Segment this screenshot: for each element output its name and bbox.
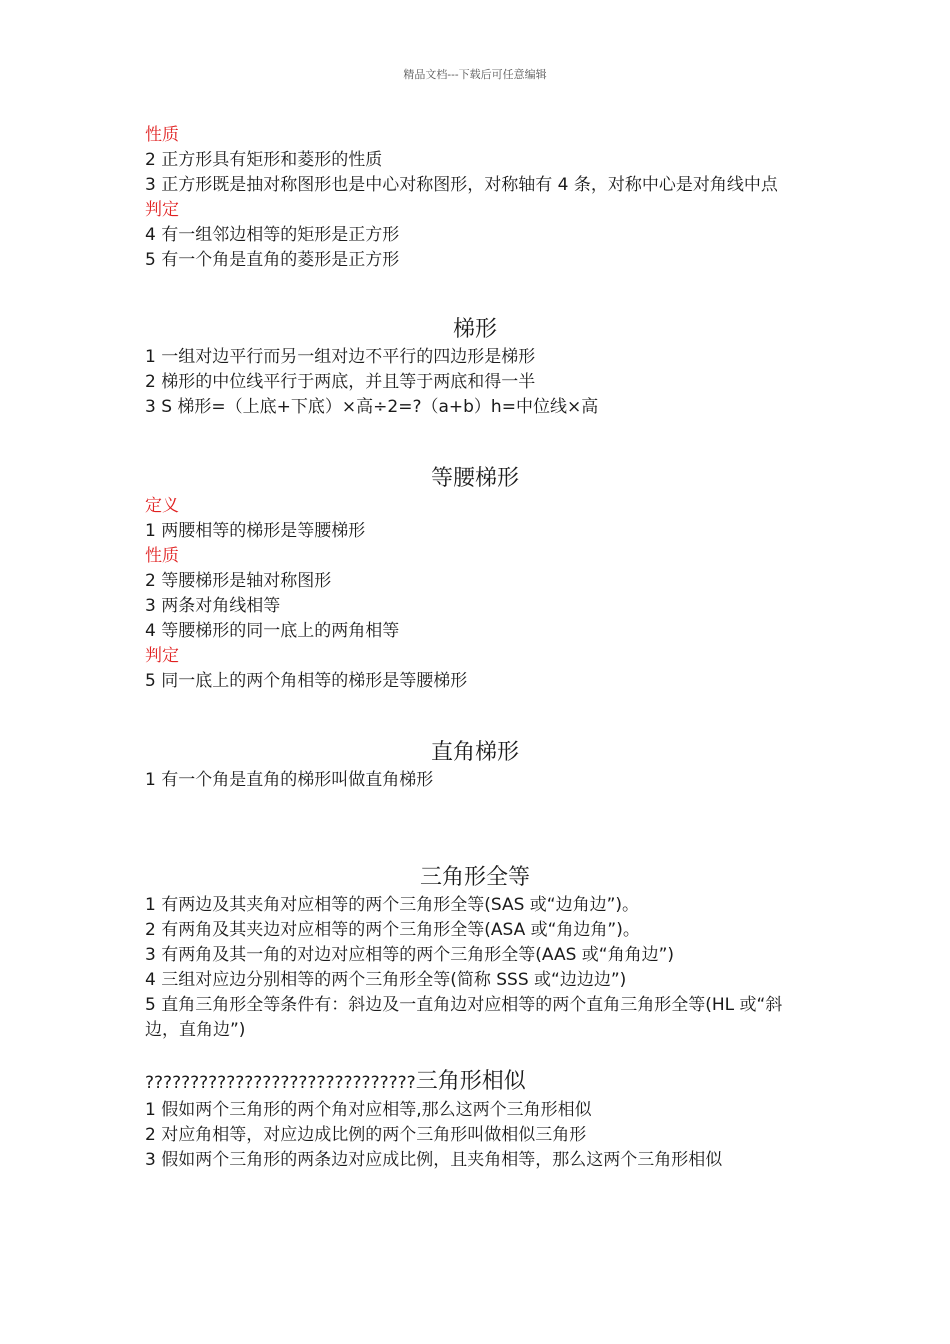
isosceles-property-4: 4 等腰梯形的同一底上的两角相等: [145, 621, 400, 641]
square-properties-label: 性质: [145, 125, 179, 145]
right-trapezoid-item-1: 1 有一个角是直角的梯形叫做直角梯形: [145, 770, 434, 790]
square-section: [145, 123, 805, 273]
square-judgement-4: 4 有一组邻边相等的矩形是正方形: [145, 225, 400, 245]
similar-item-2: 2 对应角相等，对应边成比例的两个三角形叫做相似三角形: [145, 1125, 587, 1145]
congruent-triangles-section: [145, 863, 805, 1043]
trapezoid-section: [145, 315, 805, 420]
trapezoid-heading: 梯形: [452, 317, 497, 342]
congruent-item-1: 1 有两边及其夹角对应相等的两个三角形全等(SAS 或“边角边”)。: [145, 895, 640, 915]
isosceles-definition-1: 1 两腰相等的梯形是等腰梯形: [145, 521, 366, 541]
trapezoid-item-3: 3 S 梯形=（上底+下底）×高÷2=?（a+b）h=中位线×高: [145, 397, 599, 417]
congruent-item-4: 4 三组对应边分别相等的两个三角形全等(简称 SSS 或“边边边”): [145, 970, 627, 990]
similar-triangles-section: [145, 1067, 805, 1173]
trapezoid-item-1: 1 一组对边平行而另一组对边不平行的四边形是梯形: [145, 347, 536, 367]
congruent-item-2: 2 有两角及其夹边对应相等的两个三角形全等(ASA 或“角边角”)。: [145, 920, 640, 940]
trapezoid-item-2: 2 梯形的中位线平行于两底，并且等于两底和得一半: [145, 372, 536, 392]
isosceles-judgement-label: 判定: [145, 646, 179, 666]
isosceles-property-2: 2 等腰梯形是轴对称图形: [145, 571, 332, 591]
isosceles-definition-label: 定义: [145, 496, 179, 516]
similar-item-3: 3 假如两个三角形的两条边对应成比例，且夹角相等，那么这两个三角形相似: [145, 1150, 723, 1170]
similar-triangles-heading-title: 三角形相似: [415, 1069, 526, 1094]
document-body: [145, 123, 805, 1173]
isosceles-trapezoid-heading: 等腰梯形: [430, 466, 519, 491]
isosceles-judgement-5: 5 同一底上的两个角相等的梯形是等腰梯形: [145, 671, 468, 691]
square-judgement-5: 5 有一个角是直角的菱形是正方形: [145, 250, 400, 270]
similar-triangles-heading: [145, 1067, 805, 1098]
isosceles-property-3: 3 两条对角线相等: [145, 596, 281, 616]
isosceles-trapezoid-section: [145, 464, 805, 694]
square-judgement-label: 判定: [145, 200, 179, 220]
similar-item-1: 1 假如两个三角形的两个角对应相等,那么这两个三角形相似: [145, 1100, 592, 1120]
congruent-item-5: 5 直角三角形全等条件有：斜边及一直角边对应相等的两个直角三角形全等(HL 或“斜边，直角边”): [145, 995, 783, 1040]
isosceles-properties-label: 性质: [145, 546, 179, 566]
right-trapezoid-section: [145, 738, 805, 793]
congruent-item-3: 3 有两角及其一角的对边对应相等的两个三角形全等(AAS 或“角角边”): [145, 945, 675, 965]
page-header-note: 精品文档---下载后可任意编辑: [403, 68, 547, 81]
right-trapezoid-heading: 直角梯形: [430, 740, 519, 765]
square-property-3: 3 正方形既是抽对称图形也是中心对称图形，对称轴有 4 条，对称中心是对角线中点: [145, 175, 778, 195]
square-property-2: 2 正方形具有矩形和菱形的性质: [145, 150, 383, 170]
congruent-triangles-heading: 三角形全等: [419, 865, 530, 890]
similar-triangles-heading-prefix: ??????????????????????????????: [145, 1073, 416, 1093]
